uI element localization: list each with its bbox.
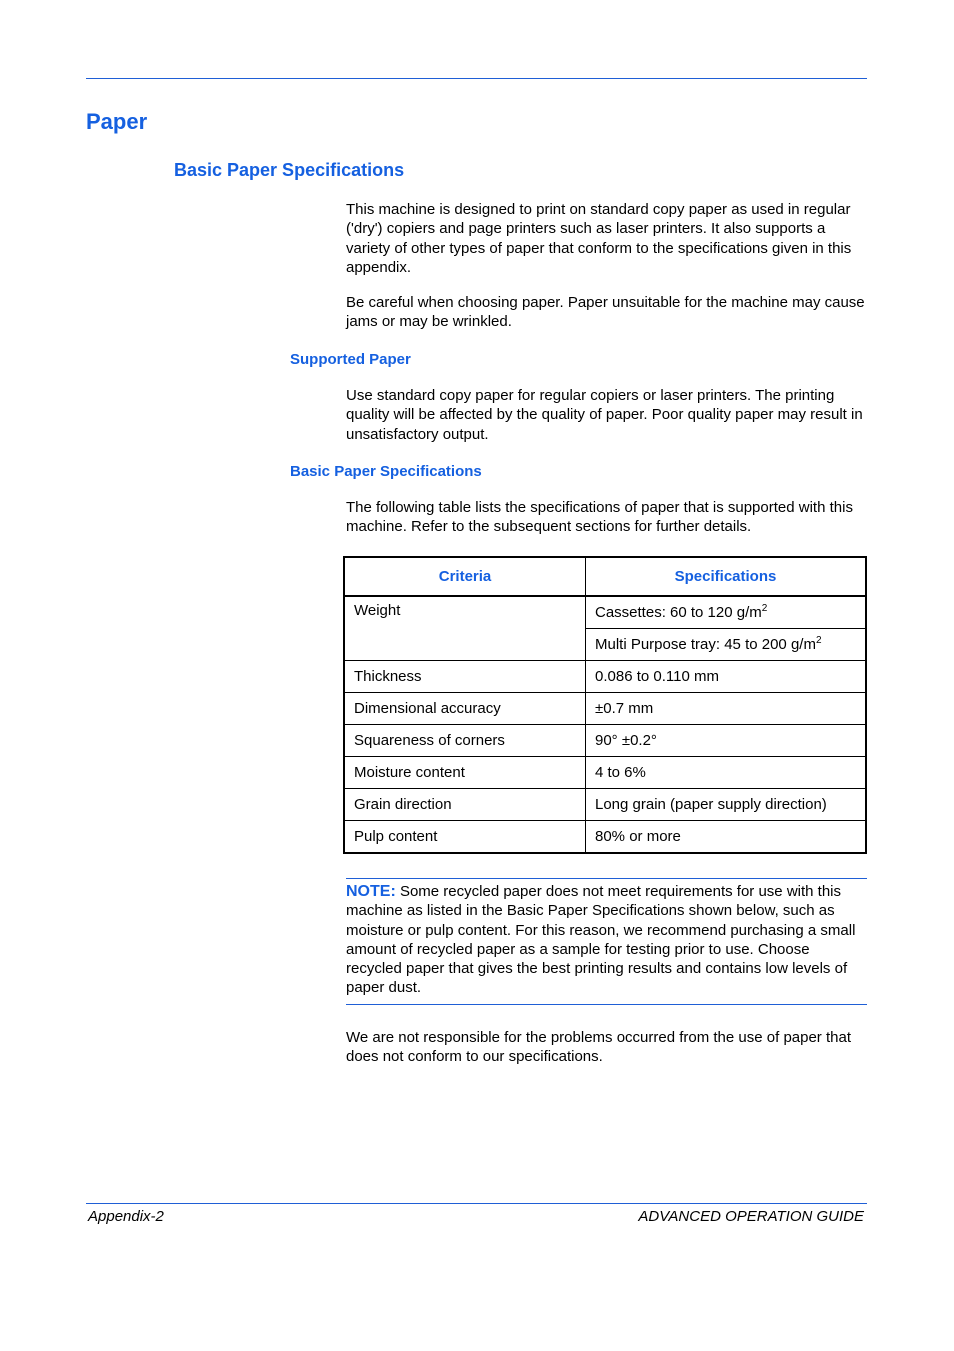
note-box bbox=[346, 878, 867, 1005]
superscript: 2 bbox=[815, 635, 822, 646]
spec-cell: 4 to 6% bbox=[586, 757, 867, 789]
intro-paragraph-2: Be careful when choosing paper. Paper unsuitable for the machine may cause jams or may be wrinkled. bbox=[346, 294, 865, 331]
header-rule bbox=[86, 78, 867, 79]
footer-guide-title: ADVANCED OPERATION GUIDE bbox=[638, 1208, 864, 1225]
footer-page-number: Appendix-2 bbox=[88, 1208, 164, 1225]
note-text: Some recycled paper does not meet requirements for use with this machine as listed in the Basic Paper Specifications shown below, such as moisture or pulp content. For this reason, we recommend purchasing a small amount of recycled paper as a sample for testing prior to use. Choose recycled paper that gives the best printing results and contains low levels of paper dust. bbox=[346, 883, 856, 997]
criteria-header: Criteria bbox=[344, 557, 586, 596]
spec-cell: 0.086 to 0.110 mm bbox=[586, 661, 867, 693]
table-row bbox=[344, 757, 866, 789]
spec-cell: ±0.7 mm bbox=[586, 693, 867, 725]
criteria-cell: Thickness bbox=[344, 661, 586, 693]
paper-spec-table bbox=[343, 556, 867, 854]
table-row bbox=[344, 693, 866, 725]
specifications-header: Specifications bbox=[586, 557, 867, 596]
disclaimer-paragraph: We are not responsible for the problems occurred from the use of paper that does not conform to our specifications. bbox=[346, 1029, 851, 1066]
table-row bbox=[344, 596, 866, 629]
table-row bbox=[344, 661, 866, 693]
supported-paper-text: Use standard copy paper for regular copiers or laser printers. The printing quality will be affected by the quality of paper. Poor quality paper may result in unsatisfactory output. bbox=[346, 387, 863, 443]
weight-spec-cassettes bbox=[586, 596, 867, 629]
supported-paper-title: Supported Paper bbox=[290, 351, 411, 368]
criteria-cell: Squareness of corners bbox=[344, 725, 586, 757]
basic-specs-title: Basic Paper Specifications bbox=[290, 463, 482, 480]
weight-spec-cassettes-text: Cassettes: 60 to 120 g/m bbox=[595, 604, 762, 621]
table-row bbox=[344, 821, 866, 854]
spec-cell: 90° ±0.2° bbox=[586, 725, 867, 757]
footer-rule bbox=[86, 1203, 867, 1204]
criteria-cell: Moisture content bbox=[344, 757, 586, 789]
weight-spec-mp-tray-text: Multi Purpose tray: 45 to 200 g/m bbox=[595, 636, 816, 653]
table-row bbox=[344, 725, 866, 757]
basic-specs-text: The following table lists the specifications of paper that is supported with this machine. Refer to the subsequent sections for further details. bbox=[346, 499, 853, 536]
weight-criteria: Weight bbox=[344, 596, 586, 661]
superscript: 2 bbox=[761, 603, 768, 614]
spec-cell: Long grain (paper supply direction) bbox=[586, 789, 867, 821]
page-heading: Paper bbox=[86, 109, 148, 134]
spec-cell: 80% or more bbox=[586, 821, 867, 854]
criteria-cell: Grain direction bbox=[344, 789, 586, 821]
criteria-cell: Dimensional accuracy bbox=[344, 693, 586, 725]
criteria-cell: Pulp content bbox=[344, 821, 586, 854]
note-label: NOTE: bbox=[346, 883, 396, 900]
section-title: Basic Paper Specifications bbox=[174, 160, 405, 180]
intro-paragraph-1: This machine is designed to print on standard copy paper as used in regular ('dry') copiers and page printers such as laser printers. It also supports a variety of other types of paper that conform to the specifications given in this appendix. bbox=[346, 201, 852, 276]
table-header-row bbox=[344, 557, 866, 596]
weight-spec-mp-tray bbox=[586, 629, 867, 661]
table-row bbox=[344, 789, 866, 821]
